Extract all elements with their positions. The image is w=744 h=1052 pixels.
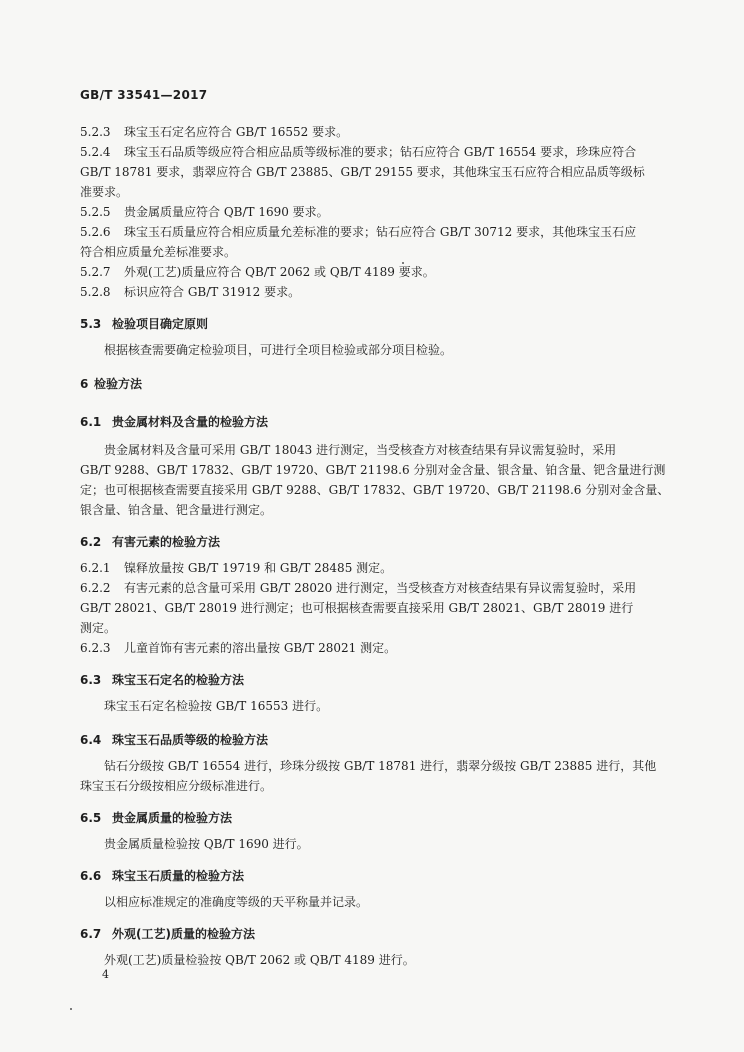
section-number: 6.3 [80,673,102,687]
clause-number: 5.2.5 [80,205,111,219]
clause-number: 5.2.6 [80,225,111,239]
clause-text: 外观(工艺)质量应符合 QB/T 2062 或 QB/T 4189 要求。 [124,265,435,279]
clause-text-cont: 准要求。 [80,185,129,199]
clause-6-2-2 [80,578,668,598]
section-title: 珠宝玉石质量的检验方法 [112,869,245,883]
section-6-1-heading [80,412,668,432]
section-5-3-heading [80,314,668,334]
clause-6-2-1 [80,558,668,578]
section-5-3-paragraph: 根据核查需要确定检验项目，可进行全项目检验或部分项目检验。 [104,343,453,357]
section-6-3-paragraph: 珠宝玉石定名检验按 GB/T 16553 进行。 [104,699,329,713]
section-6-1-line: 银含量、铂含量、钯含量进行测定。 [80,503,273,517]
section-title: 珠宝玉石定名的检验方法 [112,673,245,687]
section-6-6-paragraph: 以相应标准规定的准确度等级的天平称量并记录。 [104,895,369,909]
clause-text-cont: GB/T 28021、GB/T 28019 进行测定；也可根据核查需要直接采用 GB/T 28021、GB/T 28019 进行 [80,601,634,615]
section-title: 珠宝玉石品质等级的检验方法 [112,733,269,747]
section-6-1-line: GB/T 9288、GB/T 17832、GB/T 19720、GB/T 21198.6 分别对金含量、银含量、铂含量、钯含量进行测 [80,463,666,477]
scan-speck [402,262,404,264]
clause-text: 镍释放量按 GB/T 19719 和 GB/T 28485 测定。 [124,561,393,575]
clause-number: 5.2.8 [80,285,111,299]
standard-code-header: GB/T 33541—2017 [80,88,208,102]
section-number: 6.1 [80,415,102,429]
clause-text: 贵金属质量应符合 QB/T 1690 要求。 [124,205,329,219]
section-title: 检验项目确定原则 [112,317,209,331]
section-title: 贵金属材料及含量的检验方法 [112,415,269,429]
section-6-6-heading [80,866,668,886]
clause-5-2-5 [80,202,668,222]
clause-5-2-7 [80,262,668,282]
clause-text: 珠宝玉石品质等级应符合相应品质等级标准的要求；钻石应符合 GB/T 16554 要求，珍珠应符合 [124,145,637,159]
scan-speck [70,1008,72,1010]
section-number: 6.2 [80,535,102,549]
clause-text: 珠宝玉石定名应符合 GB/T 16552 要求。 [124,125,349,139]
section-6-3-heading [80,670,668,690]
clause-text: 有害元素的总含量可采用 GB/T 28020 进行测定，当受核查方对核查结果有异议需复验时，采用 [124,581,637,595]
clause-5-2-8 [80,282,668,302]
section-6-1-line: 贵金属材料及含量可采用 GB/T 18043 进行测定，当受核查方对核查结果有异议需复验时，采用 [104,443,617,457]
section-number: 5.3 [80,317,102,331]
clause-number: 5.2.4 [80,145,111,159]
section-6-7-paragraph: 外观(工艺)质量检验按 QB/T 2062 或 QB/T 4189 进行。 [104,953,415,967]
clause-number: 6.2.2 [80,581,111,595]
section-6-5-paragraph: 贵金属质量检验按 QB/T 1690 进行。 [104,837,309,851]
clause-text-cont: 测定。 [80,621,117,635]
section-6-1-line: 定；也可根据核查需要直接采用 GB/T 9288、GB/T 17832、GB/T 19720、GB/T 21198.6 分别对金含量、 [80,483,670,497]
section-number: 6.5 [80,811,102,825]
clause-text-cont: GB/T 18781 要求，翡翠应符合 GB/T 23885、GB/T 29155 要求，其他珠宝玉石应符合相应品质等级标 [80,165,645,179]
clause-5-2-6 [80,222,668,242]
section-number: 6 [80,377,89,391]
section-title: 贵金属质量的检验方法 [112,811,233,825]
clause-5-2-4 [80,142,668,162]
section-6-4-line: 珠宝玉石分级按相应分级标准进行。 [80,779,273,793]
section-6-heading [80,374,668,394]
section-number: 6.4 [80,733,102,747]
section-6-7-heading [80,924,668,944]
clause-5-2-3 [80,122,668,142]
clause-number: 6.2.3 [80,641,111,655]
clause-text-cont: 符合相应质量允差标准要求。 [80,245,237,259]
section-6-2-heading [80,532,668,552]
clause-number: 5.2.3 [80,125,111,139]
clause-text: 标识应符合 GB/T 31912 要求。 [124,285,301,299]
clause-number: 5.2.7 [80,265,111,279]
section-title: 有害元素的检验方法 [112,535,221,549]
section-title: 检验方法 [94,377,143,391]
section-number: 6.7 [80,927,102,941]
page-number: 4 [102,968,109,981]
section-6-5-heading [80,808,668,828]
section-number: 6.6 [80,869,102,883]
section-6-4-heading [80,730,668,750]
clause-number: 6.2.1 [80,561,111,575]
section-6-4-line: 钻石分级按 GB/T 16554 进行，珍珠分级按 GB/T 18781 进行，翡翠分级按 GB/T 23885 进行，其他 [104,759,657,773]
clause-6-2-3 [80,638,668,658]
section-title: 外观(工艺)质量的检验方法 [112,927,255,941]
clause-text: 珠宝玉石质量应符合相应质量允差标准的要求；钻石应符合 GB/T 30712 要求，其他珠宝玉石应 [124,225,637,239]
clause-text: 儿童首饰有害元素的溶出量按 GB/T 28021 测定。 [124,641,397,655]
